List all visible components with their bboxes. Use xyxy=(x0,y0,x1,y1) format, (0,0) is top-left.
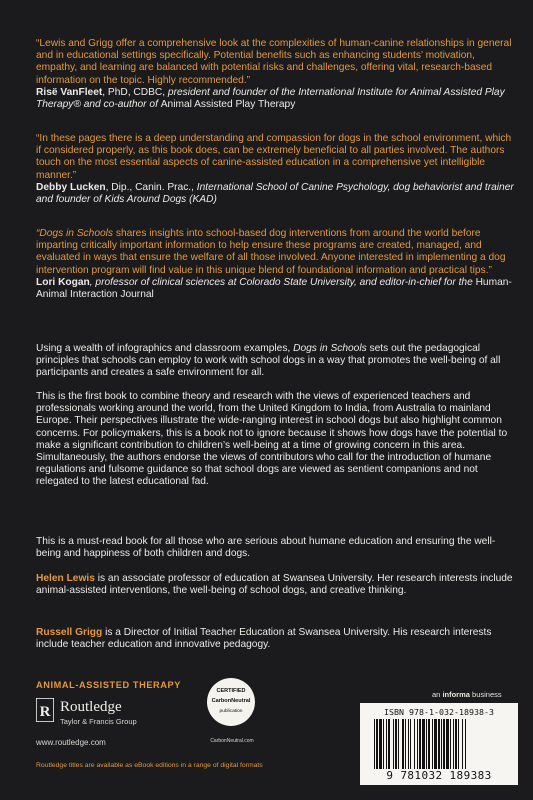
text-run: business xyxy=(469,690,502,699)
endorser-credentials: , Dip., Canin. Prac., xyxy=(105,181,197,193)
isbn-label: ISBN 978-1-032-18938-3 xyxy=(384,707,494,717)
endorsement-3 xyxy=(36,228,514,301)
ebook-note: Routledge titles are available as eBook editions in a range of digital formats xyxy=(36,762,263,769)
endorsement-2 xyxy=(36,133,514,206)
quote-text xyxy=(36,228,514,277)
informa-name: informa xyxy=(442,690,470,699)
seal-line-2: CarbonNeutral xyxy=(211,698,251,704)
endorsement-1 xyxy=(36,38,514,111)
quote-attribution xyxy=(36,277,514,301)
publisher-name: Routledge xyxy=(60,699,122,715)
text-run: sets out the pedagogical principles that schools can employ to work with school dogs in a way that promotes the well-being of all participants and creates a safe environment for all. xyxy=(36,343,501,379)
text-run: an xyxy=(432,690,443,699)
quote-text: “In these pages there is a deep understanding and compassion for dogs in the school environment, which if considered properly, as this book does, can be extremely beneficial to all parties involved. The authors touch on the most essential aspects of canine-assisted education in a comprehensive yet intelligible manner.” xyxy=(36,133,512,181)
seal-line-3: publication xyxy=(219,709,243,714)
author-bio-text: is an associate professor of education at Swansea University. Her research interests include animal-assisted interventions, the well-being of school dogs, and creative thinking. xyxy=(36,573,513,597)
carbon-neutral-url: CarbonNeutral.com xyxy=(210,738,254,744)
informa-business-label xyxy=(432,690,502,699)
barcode-bars-icon xyxy=(374,719,506,769)
publisher-group: Taylor & Francis Group xyxy=(60,717,137,726)
endorser-book: Animal Assisted Play Therapy xyxy=(160,99,296,111)
endorser-credentials: , PhD, CDBC, xyxy=(102,86,168,98)
seal-line-1: CERTIFIED xyxy=(216,688,246,694)
quote-body: shares insights into school-based dog interventions from around the world before imparting critically important information to help ensure these programs are created, managed, and evaluated in ways that ensure the welfare of all those involved. Anyone interested in implementing a dog intervention program will find value in this unique blend of foundational information and practical tips.” xyxy=(36,228,506,276)
endorser-name: Debby Lucken xyxy=(36,181,106,193)
routledge-logo-icon xyxy=(36,698,54,722)
quote-text: “Lewis and Grigg offer a comprehensive look at the complexities of human-canine relationships in general and in educational settings specifically. Potential benefits such as enhancing students’ motivation, empathy, and learning are balanced with potential risks and challenges, offering vital, research-based information on the topic. Highly recommended.” xyxy=(36,38,512,86)
book-title: Dogs in Schools xyxy=(293,343,367,354)
author-name: Russell Grigg xyxy=(36,627,103,638)
endorser-name: Risë VanFleet xyxy=(36,86,103,98)
description-paragraph-2: This is the first book to combine theory and research with the views of experienced teachers and professionals working around the world, from the United Kingdom to India, from Australia to mainland Europe. Their perspectives illustrate the wide-ranging interest in school dogs but also highlight common concerns. For policymakers, this is a book not to ignore because it shows how dogs have the potential to make a significant contribution to children’s well-being at a time of growing concern in this area. Simultaneously, the authors endorse the views of contributors who call for the introduction of humane regulations and fulsome guidance so that school dogs are viewed as sentient companions and not relegated to the latest educational fad. xyxy=(36,391,508,488)
author-bio-1 xyxy=(36,573,514,597)
quote-attribution xyxy=(36,87,514,111)
endorser-name: Lori Kogan xyxy=(36,276,90,288)
isbn-number: 9 781032 189383 xyxy=(386,769,492,782)
description-paragraph-1 xyxy=(36,343,514,380)
description-paragraph-3: This is a must-read book for all those who are serious about humane education and ensuring the well-being and happiness of both children and dogs. xyxy=(36,536,496,560)
quote-attribution xyxy=(36,182,514,206)
author-name: Helen Lewis xyxy=(36,573,95,584)
series-label: ANIMAL-ASSISTED THERAPY xyxy=(36,680,181,690)
endorser-role: , professor of clinical sciences at Colorado State University, and editor-in-chief for the xyxy=(89,276,476,288)
endorser-role: International School of Canine Psychology, dog behaviorist and trainer and founder of Kids Around Dogs (KAD) xyxy=(36,181,514,206)
svg-text:R: R xyxy=(39,704,51,720)
publisher-url: www.routledge.com xyxy=(36,738,106,747)
endorser-role: president and founder of the International Institute for Animal Assisted Play Therapy® and co-author of xyxy=(36,86,505,111)
isbn-barcode xyxy=(360,703,518,785)
author-bio-text: is a Director of Initial Teacher Education at Swansea University. His research interests include teacher education and innovative pedagogy. xyxy=(36,627,492,651)
text-run: Using a wealth of infographics and classroom examples, xyxy=(36,343,294,354)
quote-book-title: “Dogs in Schools xyxy=(36,228,114,239)
author-bio-2 xyxy=(36,627,514,651)
endorser-journal: Human-Animal Interaction Journal xyxy=(36,276,512,301)
carbon-neutral-seal xyxy=(207,678,255,726)
